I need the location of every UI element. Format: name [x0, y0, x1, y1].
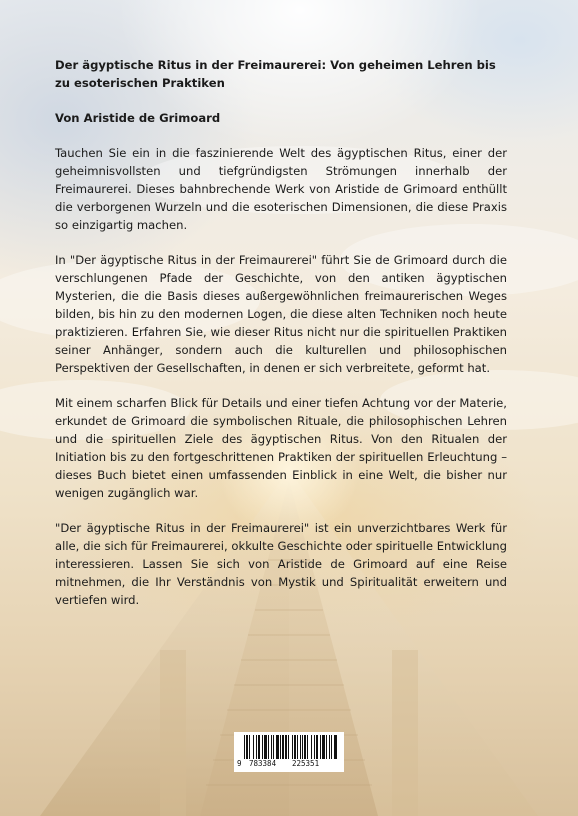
- barcode-bar: [322, 735, 325, 759]
- barcode-bar: [316, 735, 318, 759]
- barcode-bar: [271, 735, 272, 759]
- blurb-paragraph-4: "Der ägyptische Ritus in der Freimaurerei" ist ein unverzichtbares Werk für alle, die sich für Freimaurerei, okkulte Geschichte oder spirituelle Entwicklung interessieren. Lassen Sie sich von Aristide de Grimoard auf eine Reise mitnehmen, die Ihr Verständnis von Mystik und Spiritualität erweitern und vertiefen wird.: [55, 521, 507, 607]
- barcode-bar: [311, 735, 312, 759]
- blurb-paragraph-2: In "Der ägyptische Ritus in der Freimaurerei" führt Sie de Grimoard durch die verschlungenen Pfade der Geschichte, von den antiken ägyptischen Mysterien, die die Basis dieses außergewöhnlichen freimaurerischen Weges bilden, bis hin zu den modernen Logen, die diese alten Techniken noch heute praktizieren. Erfahren Sie, wie dieser Ritus nicht nur die spirituellen Praktiken seiner Anhänger, sondern auch die kulturellen und philosophischen Perspektiven der Gesellschaften, in denen er sich verbreitete, geformt hat.: [55, 253, 507, 375]
- isbn-group-1: 783384: [249, 759, 277, 768]
- barcode-bar: [273, 735, 274, 759]
- barcode-bar: [256, 735, 257, 759]
- barcode-bar: [268, 735, 269, 759]
- blurb-paragraph-1: Tauchen Sie ein in die faszinierende Welt des ägyptischen Ritus, einer der geheimnisvollsten und tiefgründigsten Strömungen innerhalb der Freimaurerei. Dieses bahnbrechende Werk von Aristide de Grimoard enthüllt die verborgenen Wurzeln und die esoterischen Dimensionen, die diese Praxis so einzigartig machen.: [55, 146, 507, 232]
- barcode-bar: [264, 735, 267, 759]
- isbn-group-2: 225351: [292, 759, 320, 768]
- barcode-bar: [276, 735, 279, 759]
- barcode-bar: [302, 735, 303, 759]
- barcode-bar: [258, 735, 260, 759]
- barcode-bar: [314, 735, 315, 759]
- barcode-bar: [326, 735, 327, 759]
- barcode-bar: [280, 735, 281, 759]
- barcode-bar: [297, 735, 298, 759]
- barcode-bar: [300, 735, 301, 759]
- barcode-bar: [329, 735, 330, 759]
- barcode-bar: [320, 735, 321, 759]
- barcode-bar: [244, 735, 245, 759]
- isbn-prefix: 9: [237, 759, 242, 768]
- barcode-bar: [334, 735, 337, 759]
- barcode-bar: [292, 735, 293, 759]
- barcode-bars: [238, 735, 340, 759]
- blurb-paragraph-3: Mit einem scharfen Blick für Details und einer tiefen Achtung vor der Materie, erkundet de Grimoard die symbolischen Rituale, die philosophischen Lehren und die spirituellen Ziele des ägyptischen Ritus. Von den Ritualen der Initiation bis zu den fortgeschrittenen Praktiken der spirituellen Erleuchtung – dieses Buch bietet einen umfassenden Einblick in eine Welt, die bisher nur wenigen zugänglich war.: [55, 396, 507, 500]
- barcode-bar: [331, 735, 332, 759]
- barcode-bar: [294, 735, 296, 759]
- barcode-bar: [253, 735, 254, 759]
- isbn-barcode: [234, 732, 344, 772]
- barcode-bar: [304, 735, 306, 759]
- barcode-bar: [249, 735, 250, 759]
- barcode-bar: [285, 735, 287, 759]
- book-title: Der ägyptische Ritus in der Freimaurerei: Von geheimen Lehren bis zu esoterischen Praktiken: [55, 58, 496, 90]
- barcode-bar: [246, 735, 248, 759]
- barcode-bar: [288, 735, 289, 759]
- barcode-bar: [282, 735, 284, 759]
- barcode-bar: [307, 735, 308, 759]
- author-byline: Von Aristide de Grimoard: [55, 111, 221, 125]
- barcode-bar: [262, 735, 263, 759]
- cover-text: [55, 56, 507, 609]
